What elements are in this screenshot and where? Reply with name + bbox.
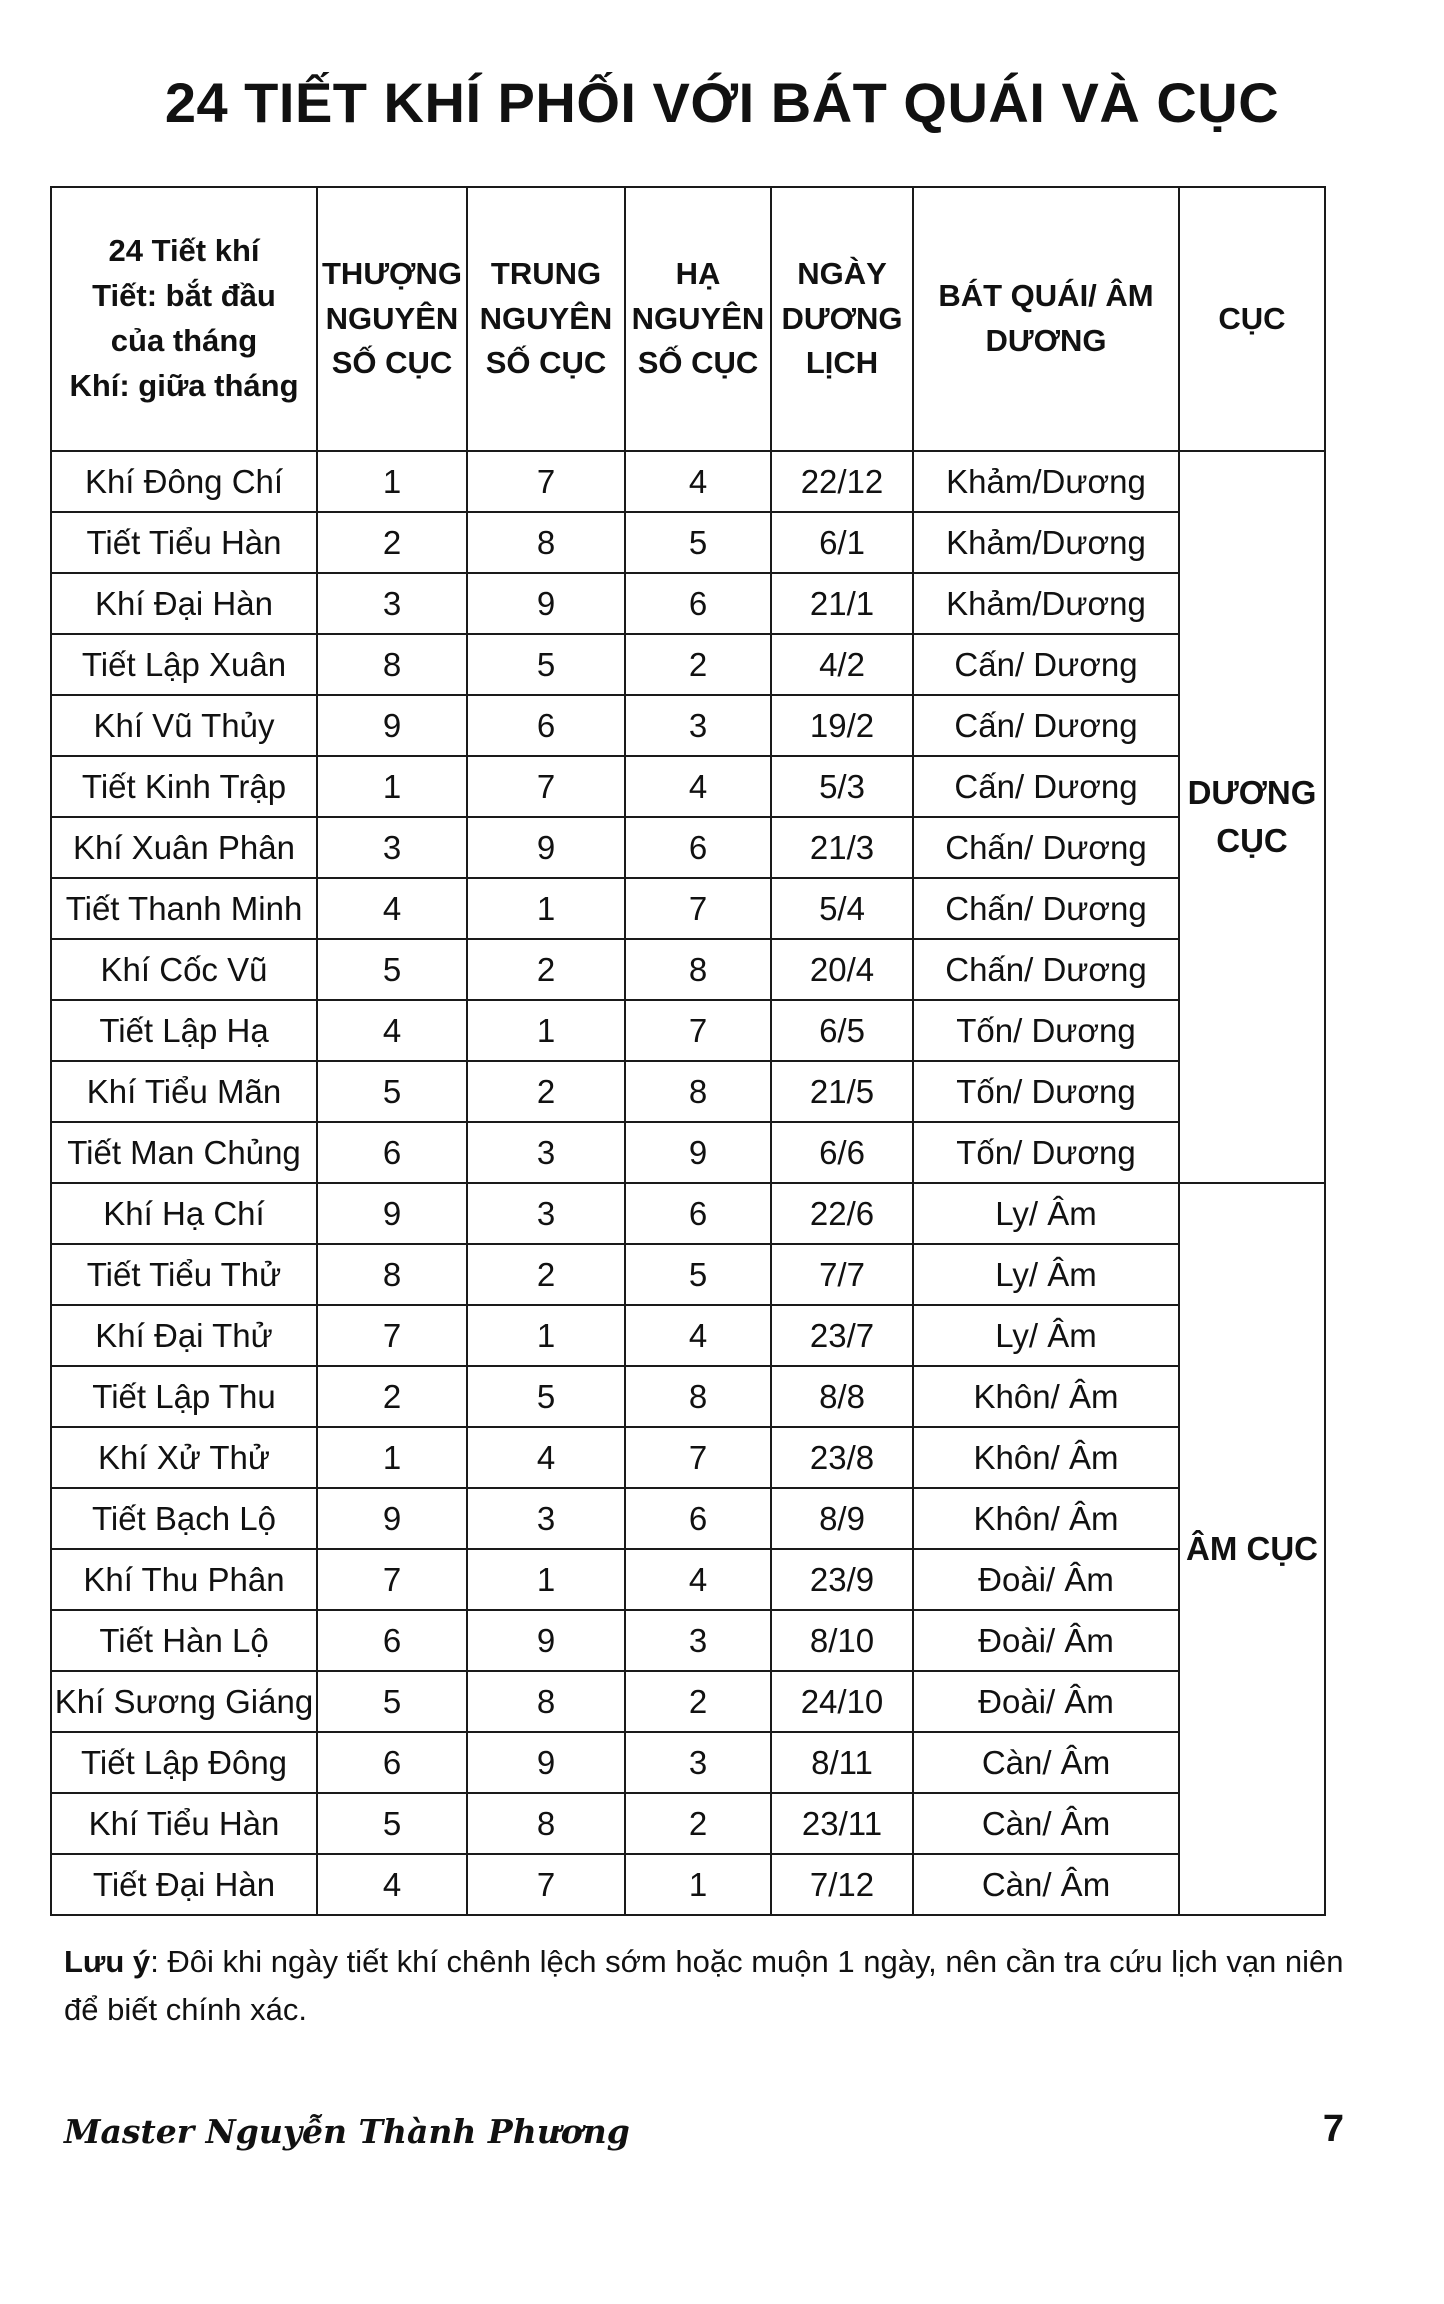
cell-thuong-nguyen: 4 bbox=[317, 878, 467, 939]
cell-solar-term: Khí Đại Hàn bbox=[51, 573, 317, 634]
cell-bat-quai: Ly/ Âm bbox=[913, 1244, 1179, 1305]
table-row bbox=[51, 878, 1325, 939]
header-ngay-duong-lich bbox=[771, 187, 913, 451]
cell-ngay-duong-lich: 22/6 bbox=[771, 1183, 913, 1244]
table-header-row bbox=[51, 187, 1325, 451]
cell-solar-term: Tiết Man Chủng bbox=[51, 1122, 317, 1183]
cell-duong-cuc bbox=[1179, 451, 1325, 1183]
cell-bat-quai: Khôn/ Âm bbox=[913, 1427, 1179, 1488]
cell-ngay-duong-lich: 23/9 bbox=[771, 1549, 913, 1610]
cell-trung-nguyen: 9 bbox=[467, 817, 625, 878]
header-line: NGUYÊN bbox=[325, 300, 459, 336]
cell-ngay-duong-lich: 8/9 bbox=[771, 1488, 913, 1549]
table-row bbox=[51, 1488, 1325, 1549]
cell-ha-nguyen: 4 bbox=[625, 1549, 771, 1610]
cell-bat-quai: Khôn/ Âm bbox=[913, 1366, 1179, 1427]
cell-bat-quai: Càn/ Âm bbox=[913, 1732, 1179, 1793]
header-solar-term bbox=[51, 187, 317, 451]
header-line: của tháng bbox=[110, 323, 258, 358]
cell-ngay-duong-lich: 24/10 bbox=[771, 1671, 913, 1732]
cell-bat-quai: Càn/ Âm bbox=[913, 1854, 1179, 1915]
cell-trung-nguyen: 1 bbox=[467, 1305, 625, 1366]
cell-ngay-duong-lich: 6/6 bbox=[771, 1122, 913, 1183]
cell-trung-nguyen: 1 bbox=[467, 1000, 625, 1061]
table-row bbox=[51, 1427, 1325, 1488]
table-row bbox=[51, 1061, 1325, 1122]
cell-solar-term: Tiết Lập Thu bbox=[51, 1366, 317, 1427]
cell-ha-nguyen: 4 bbox=[625, 756, 771, 817]
header-line: TRUNG bbox=[490, 255, 602, 291]
cell-thuong-nguyen: 9 bbox=[317, 1488, 467, 1549]
table-row bbox=[51, 817, 1325, 878]
table-row bbox=[51, 1793, 1325, 1854]
cell-solar-term: Khí Tiểu Mãn bbox=[51, 1061, 317, 1122]
cell-solar-term: Khí Tiểu Hàn bbox=[51, 1793, 317, 1854]
cell-am-cuc: ÂM CỤC bbox=[1179, 1183, 1325, 1915]
cell-thuong-nguyen: 1 bbox=[317, 756, 467, 817]
cell-thuong-nguyen: 3 bbox=[317, 817, 467, 878]
cell-ha-nguyen: 6 bbox=[625, 573, 771, 634]
cell-bat-quai: Đoài/ Âm bbox=[913, 1671, 1179, 1732]
header-cuc: CỤC bbox=[1179, 187, 1325, 451]
cell-bat-quai: Chấn/ Dương bbox=[913, 878, 1179, 939]
header-line: NGUYÊN bbox=[631, 300, 765, 336]
cell-trung-nguyen: 9 bbox=[467, 1732, 625, 1793]
cell-ha-nguyen: 4 bbox=[625, 1305, 771, 1366]
cell-ngay-duong-lich: 21/3 bbox=[771, 817, 913, 878]
cell-bat-quai: Cấn/ Dương bbox=[913, 634, 1179, 695]
cell-ngay-duong-lich: 7/7 bbox=[771, 1244, 913, 1305]
header-line: DƯƠNG bbox=[985, 323, 1107, 358]
cell-trung-nguyen: 2 bbox=[467, 1061, 625, 1122]
cell-thuong-nguyen: 4 bbox=[317, 1000, 467, 1061]
cell-bat-quai: Đoài/ Âm bbox=[913, 1610, 1179, 1671]
cell-solar-term: Khí Sương Giáng bbox=[51, 1671, 317, 1732]
cell-solar-term: Tiết Lập Hạ bbox=[51, 1000, 317, 1061]
cell-thuong-nguyen: 8 bbox=[317, 634, 467, 695]
cell-trung-nguyen: 5 bbox=[467, 634, 625, 695]
cell-ngay-duong-lich: 5/3 bbox=[771, 756, 913, 817]
header-line: THƯỢNG bbox=[322, 255, 462, 291]
cell-ngay-duong-lich: 23/11 bbox=[771, 1793, 913, 1854]
table-row bbox=[51, 695, 1325, 756]
cell-trung-nguyen: 9 bbox=[467, 573, 625, 634]
cell-ha-nguyen: 5 bbox=[625, 1244, 771, 1305]
cell-ha-nguyen: 8 bbox=[625, 939, 771, 1000]
cell-trung-nguyen: 7 bbox=[467, 451, 625, 512]
cell-solar-term: Tiết Thanh Minh bbox=[51, 878, 317, 939]
header-line: LỊCH bbox=[805, 345, 879, 381]
cell-ha-nguyen: 6 bbox=[625, 817, 771, 878]
cell-trung-nguyen: 3 bbox=[467, 1122, 625, 1183]
cell-ha-nguyen: 2 bbox=[625, 634, 771, 695]
cell-ha-nguyen: 2 bbox=[625, 1793, 771, 1854]
cell-thuong-nguyen: 5 bbox=[317, 1793, 467, 1854]
cell-bat-quai: Đoài/ Âm bbox=[913, 1549, 1179, 1610]
cell-trung-nguyen: 4 bbox=[467, 1427, 625, 1488]
cell-trung-nguyen: 8 bbox=[467, 1793, 625, 1854]
cell-solar-term: Tiết Kinh Trập bbox=[51, 756, 317, 817]
cell-thuong-nguyen: 7 bbox=[317, 1305, 467, 1366]
cell-trung-nguyen: 8 bbox=[467, 512, 625, 573]
cell-solar-term: Khí Đại Thử bbox=[51, 1305, 317, 1366]
cell-thuong-nguyen: 8 bbox=[317, 1244, 467, 1305]
cell-thuong-nguyen: 1 bbox=[317, 451, 467, 512]
table-row bbox=[51, 1183, 1325, 1244]
cell-ha-nguyen: 4 bbox=[625, 451, 771, 512]
table-row bbox=[51, 634, 1325, 695]
cell-thuong-nguyen: 9 bbox=[317, 695, 467, 756]
cell-solar-term: Khí Vũ Thủy bbox=[51, 695, 317, 756]
cell-trung-nguyen: 1 bbox=[467, 878, 625, 939]
header-thuong-nguyen bbox=[317, 187, 467, 451]
table-row bbox=[51, 1671, 1325, 1732]
cell-ngay-duong-lich: 5/4 bbox=[771, 878, 913, 939]
cell-ngay-duong-lich: 8/11 bbox=[771, 1732, 913, 1793]
cell-bat-quai: Chấn/ Dương bbox=[913, 817, 1179, 878]
cell-ngay-duong-lich: 6/5 bbox=[771, 1000, 913, 1061]
table-row bbox=[51, 1549, 1325, 1610]
cell-bat-quai: Khảm/Dương bbox=[913, 573, 1179, 634]
cell-thuong-nguyen: 1 bbox=[317, 1427, 467, 1488]
cell-ha-nguyen: 9 bbox=[625, 1122, 771, 1183]
cell-ngay-duong-lich: 22/12 bbox=[771, 451, 913, 512]
cell-ha-nguyen: 6 bbox=[625, 1183, 771, 1244]
cell-solar-term: Khí Thu Phân bbox=[51, 1549, 317, 1610]
cell-thuong-nguyen: 6 bbox=[317, 1610, 467, 1671]
cell-solar-term: Tiết Lập Đông bbox=[51, 1732, 317, 1793]
header-line: BÁT QUÁI/ ÂM bbox=[938, 278, 1154, 314]
cell-trung-nguyen: 7 bbox=[467, 1854, 625, 1915]
note bbox=[64, 1938, 1364, 2034]
cell-solar-term: Khí Đông Chí bbox=[51, 451, 317, 512]
cell-ha-nguyen: 8 bbox=[625, 1366, 771, 1427]
cell-ngay-duong-lich: 19/2 bbox=[771, 695, 913, 756]
cell-bat-quai: Ly/ Âm bbox=[913, 1183, 1179, 1244]
cell-bat-quai: Cấn/ Dương bbox=[913, 695, 1179, 756]
header-line: Tiết: bắt đầu bbox=[92, 278, 276, 314]
cell-thuong-nguyen: 2 bbox=[317, 512, 467, 573]
table-row bbox=[51, 1854, 1325, 1915]
cell-thuong-nguyen: 4 bbox=[317, 1854, 467, 1915]
cell-thuong-nguyen: 5 bbox=[317, 1061, 467, 1122]
header-trung-nguyen bbox=[467, 187, 625, 451]
page-number: 7 bbox=[1322, 2108, 1344, 2150]
table-row bbox=[51, 451, 1325, 512]
table-row bbox=[51, 1000, 1325, 1061]
cell-ngay-duong-lich: 8/10 bbox=[771, 1610, 913, 1671]
cell-bat-quai: Ly/ Âm bbox=[913, 1305, 1179, 1366]
cell-trung-nguyen: 9 bbox=[467, 1610, 625, 1671]
cell-ngay-duong-lich: 23/8 bbox=[771, 1427, 913, 1488]
cell-bat-quai: Cấn/ Dương bbox=[913, 756, 1179, 817]
header-line: SỐ CỤC bbox=[485, 345, 607, 381]
cell-thuong-nguyen: 6 bbox=[317, 1122, 467, 1183]
cell-thuong-nguyen: 5 bbox=[317, 939, 467, 1000]
cell-ha-nguyen: 3 bbox=[625, 1610, 771, 1671]
table-row bbox=[51, 1732, 1325, 1793]
table-row bbox=[51, 512, 1325, 573]
table-body bbox=[51, 451, 1325, 1915]
cell-bat-quai: Khảm/Dương bbox=[913, 512, 1179, 573]
cell-ngay-duong-lich: 21/1 bbox=[771, 573, 913, 634]
page-title: 24 TIẾT KHÍ PHỐI VỚI BÁT QUÁI VÀ CỤC bbox=[164, 71, 1280, 134]
cell-thuong-nguyen: 3 bbox=[317, 573, 467, 634]
cell-ha-nguyen: 7 bbox=[625, 878, 771, 939]
cell-thuong-nguyen: 9 bbox=[317, 1183, 467, 1244]
cell-trung-nguyen: 3 bbox=[467, 1488, 625, 1549]
cell-solar-term: Tiết Đại Hàn bbox=[51, 1854, 317, 1915]
cell-solar-term: Tiết Tiểu Thử bbox=[51, 1244, 317, 1305]
cell-thuong-nguyen: 2 bbox=[317, 1366, 467, 1427]
cell-ngay-duong-lich: 6/1 bbox=[771, 512, 913, 573]
header-line: DƯƠNG bbox=[781, 300, 903, 336]
footer-author: Master Nguyễn Thành Phương bbox=[64, 2112, 630, 2151]
cell-ha-nguyen: 1 bbox=[625, 1854, 771, 1915]
cuc-line: DƯƠNG bbox=[1187, 774, 1317, 812]
cell-thuong-nguyen: 7 bbox=[317, 1549, 467, 1610]
note-label: Lưu ý bbox=[64, 1944, 151, 1979]
table-row bbox=[51, 756, 1325, 817]
cell-ha-nguyen: 8 bbox=[625, 1061, 771, 1122]
cell-thuong-nguyen: 5 bbox=[317, 1671, 467, 1732]
cell-solar-term: Tiết Lập Xuân bbox=[51, 634, 317, 695]
table-row bbox=[51, 939, 1325, 1000]
cell-solar-term: Khí Cốc Vũ bbox=[51, 939, 317, 1000]
cell-ha-nguyen: 7 bbox=[625, 1000, 771, 1061]
table-row bbox=[51, 573, 1325, 634]
cell-ngay-duong-lich: 4/2 bbox=[771, 634, 913, 695]
solar-terms-table bbox=[50, 186, 1326, 1916]
note-text: : Đôi khi ngày tiết khí chênh lệch sớm hoặc muộn 1 ngày, nên cần tra cứu lịch vạn niên để biết chính xác. bbox=[64, 1944, 1344, 2028]
header-line: Khí: giữa tháng bbox=[69, 367, 299, 403]
cell-thuong-nguyen: 6 bbox=[317, 1732, 467, 1793]
cell-bat-quai: Khảm/Dương bbox=[913, 451, 1179, 512]
cell-ha-nguyen: 3 bbox=[625, 695, 771, 756]
cell-bat-quai: Khôn/ Âm bbox=[913, 1488, 1179, 1549]
header-line: SỐ CỤC bbox=[637, 345, 759, 381]
cell-trung-nguyen: 2 bbox=[467, 939, 625, 1000]
header-line: 24 Tiết khí bbox=[108, 233, 260, 269]
table-row bbox=[51, 1122, 1325, 1183]
cell-ha-nguyen: 6 bbox=[625, 1488, 771, 1549]
cell-ngay-duong-lich: 23/7 bbox=[771, 1305, 913, 1366]
cell-trung-nguyen: 6 bbox=[467, 695, 625, 756]
header-line: SỐ CỤC bbox=[331, 345, 453, 381]
cell-ha-nguyen: 2 bbox=[625, 1671, 771, 1732]
cell-trung-nguyen: 2 bbox=[467, 1244, 625, 1305]
cell-trung-nguyen: 1 bbox=[467, 1549, 625, 1610]
header-line: NGUYÊN bbox=[479, 300, 613, 336]
cell-solar-term: Tiết Hàn Lộ bbox=[51, 1610, 317, 1671]
cell-bat-quai: Tốn/ Dương bbox=[913, 1000, 1179, 1061]
header-line: HẠ bbox=[675, 255, 721, 291]
cell-bat-quai: Tốn/ Dương bbox=[913, 1061, 1179, 1122]
table-row bbox=[51, 1366, 1325, 1427]
cell-ha-nguyen: 5 bbox=[625, 512, 771, 573]
cell-ngay-duong-lich: 8/8 bbox=[771, 1366, 913, 1427]
cell-solar-term: Khí Xử Thử bbox=[51, 1427, 317, 1488]
cell-ha-nguyen: 3 bbox=[625, 1732, 771, 1793]
cell-trung-nguyen: 5 bbox=[467, 1366, 625, 1427]
cell-ha-nguyen: 7 bbox=[625, 1427, 771, 1488]
header-bat-quai bbox=[913, 187, 1179, 451]
cell-ngay-duong-lich: 7/12 bbox=[771, 1854, 913, 1915]
table-row bbox=[51, 1244, 1325, 1305]
cuc-line: CỤC bbox=[1216, 822, 1288, 859]
header-ha-nguyen bbox=[625, 187, 771, 451]
cell-solar-term: Tiết Bạch Lộ bbox=[51, 1488, 317, 1549]
cell-trung-nguyen: 3 bbox=[467, 1183, 625, 1244]
cell-trung-nguyen: 8 bbox=[467, 1671, 625, 1732]
table-row bbox=[51, 1610, 1325, 1671]
cell-ngay-duong-lich: 21/5 bbox=[771, 1061, 913, 1122]
cell-solar-term: Tiết Tiểu Hàn bbox=[51, 512, 317, 573]
cell-solar-term: Khí Hạ Chí bbox=[51, 1183, 317, 1244]
cell-ngay-duong-lich: 20/4 bbox=[771, 939, 913, 1000]
header-line: NGÀY bbox=[797, 255, 887, 291]
cell-trung-nguyen: 7 bbox=[467, 756, 625, 817]
cell-bat-quai: Tốn/ Dương bbox=[913, 1122, 1179, 1183]
cell-bat-quai: Càn/ Âm bbox=[913, 1793, 1179, 1854]
cell-solar-term: Khí Xuân Phân bbox=[51, 817, 317, 878]
cell-bat-quai: Chấn/ Dương bbox=[913, 939, 1179, 1000]
table-row bbox=[51, 1305, 1325, 1366]
